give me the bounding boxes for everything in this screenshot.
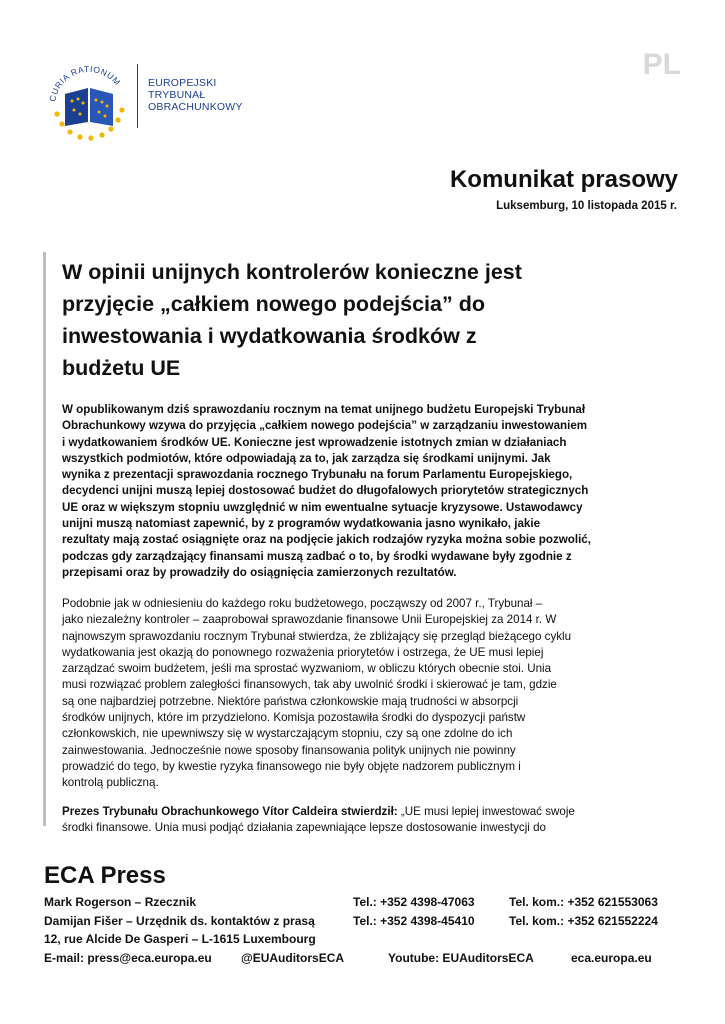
press-contacts [44, 893, 684, 967]
address-row [44, 930, 684, 949]
lead-line: decydenci unijni muszą lepiej dostosować budżet do długofalowych priorytetów strategicznych [62, 484, 589, 498]
contact-row [44, 893, 684, 912]
eca-logo [45, 54, 133, 142]
title-line: przyjęcie „całkiem nowego podejścia” do [62, 292, 485, 316]
quote-line [62, 804, 622, 820]
lead-line: podczas gdy zarządzający finansami muszą zadbać o to, by środki wydawane były zgodnie z [62, 549, 572, 563]
title-line: inwestowania i wydatkowania środków z [62, 324, 477, 348]
body-line: członkowskich, nie upewniwszy się w wystarczającym stopniu, czy są one zdolne do ich [62, 727, 513, 741]
language-code: PL [642, 48, 681, 81]
lead-line: rezultaty mają zostać osiągnięte oraz na podjęcie jakich rodzajów ryzyka można sobie pozwolić, [62, 533, 591, 547]
website-link[interactable]: eca.europa.eu [571, 950, 652, 965]
lead-line: unijni muszą natomiast zapewnić, by z programów wydatkowania jasno wynikało, jakie [62, 517, 541, 531]
body-line: prowadzić do tego, by kwestie ryzyka finansowego nie były objęte nadzorem publicznym i [62, 759, 521, 773]
lead-line: wynika z prezentacji sprawozdania rocznego Trybunału na forum Parlamentu Europejskiego, [62, 468, 573, 482]
body-line: najnowszym sprawozdaniu rocznym Trybunał stwierdza, że zbliżający się przegląd bieżącego cyklu [62, 629, 572, 643]
org-name-line-2: TRYBUNAŁ [148, 89, 206, 101]
body-line: Podobnie jak w odniesieniu do każdego roku budżetowego, począwszy od 2007 r., Trybunał – [62, 597, 543, 610]
org-name-line-3: OBRACHUNKOWY [148, 101, 243, 113]
page-title [62, 256, 622, 384]
contact-name: Mark Rogerson – Rzecznik [44, 895, 197, 909]
contact-mobile[interactable]: Tel. kom.: +352 621552224 [509, 913, 658, 928]
document-type: Komunikat prasowy [449, 166, 678, 193]
document-date: Luksemburg, 10 listopada 2015 r. [496, 200, 677, 212]
body-line: środków unijnych, które im przydzielono. Komisja pozostawiła środki do dyspozycji państw [62, 711, 526, 725]
lead-line: Obrachunkowy wzywa do przyjęcia „całkiem nowego podejścia” w zarządzaniu inwestowaniem [62, 419, 588, 433]
logo-stars [54, 107, 124, 140]
body-line: zainwestowania. Jednocześnie nowe sposoby finansowania polityk unijnych nie powinny [62, 743, 516, 757]
body-line: zarządzać swoim budżetem, jeśli ma sprostać wyzwaniom, w obliczu których obecnie stoi. Unia [62, 662, 552, 676]
lead-line: UE oraz w większym stopniu uwzględnić w nim ewentualne sytuacje kryzysowe. Ustawodawcy [62, 500, 583, 514]
logo-book-icon [65, 88, 113, 126]
lead-paragraph [62, 402, 622, 581]
twitter-link[interactable]: @EUAuditorsECA [241, 950, 345, 965]
body-line: kontrolą publiczną. [62, 776, 159, 790]
org-name [148, 77, 243, 113]
press-section-title: ECA Press [44, 862, 166, 889]
contact-phone[interactable]: Tel.: +352 4398-45410 [353, 913, 475, 928]
logo-ring-text: CURIA RATIONUM [47, 63, 123, 103]
body-line: musi rozwiązać problem zaległości finansowych, tak aby uwolnić środki i skierować je tam, gdzie [62, 678, 557, 692]
contact-row [44, 912, 684, 931]
lead-line: i wydatkowaniem środków UE. Konieczne jest wprowadzenie istotnych zmian w działaniach [62, 435, 567, 449]
lead-line: przepisami oraz by prowadziły do osiągnięcia zamierzonych rezultatów. [62, 565, 457, 579]
lead-line: wszystkich podmiotów, które odpowiadają za to, jak zarządza się środkami unijnymi. Jak [62, 451, 551, 465]
body-line: wydatkowania jest okazją do ponownego rozważenia priorytetów i ostrzega, że UE musi lepiej [62, 645, 544, 659]
logo-divider [137, 64, 138, 128]
email-link[interactable]: E-mail: press@eca.europa.eu [44, 950, 212, 965]
title-line: W opinii unijnych kontrolerów konieczne jest [62, 260, 522, 284]
links-row [44, 949, 684, 968]
postal-address: 12, rue Alcide De Gasperi – L-1615 Luxembourg [44, 932, 316, 946]
org-name-line-1: EUROPEJSKI [148, 77, 217, 89]
youtube-link[interactable]: Youtube: EUAuditorsECA [388, 950, 534, 965]
title-side-bar [43, 252, 46, 826]
quote-line: środki finansowe. Unia musi podjąć działania zapewniające lepsze dostosowanie inwestycji do [62, 821, 546, 835]
contact-name: Damijan Fišer – Urzędnik ds. kontaktów z prasą [44, 913, 315, 928]
quote-text-start: „UE musi lepiej inwestować swoje [397, 805, 575, 818]
body-line: jako niezależny kontroler – zaaprobował sprawozdanie finansowe Unii Europejskiej za 2014 r. W [62, 613, 557, 627]
body-line: są one najbardziej potrzebne. Niektóre państwa członkowskie mają trudności w absorpcji [62, 694, 519, 708]
body-paragraph-1 [62, 596, 622, 792]
quote-paragraph [62, 804, 622, 837]
lead-line: W opublikowanym dziś sprawozdaniu rocznym na temat unijnego budżetu Europejski Trybunał [62, 403, 586, 416]
contact-phone[interactable]: Tel.: +352 4398-47063 [353, 895, 475, 909]
quote-speaker: Prezes Trybunału Obrachunkowego Vítor Caldeira stwierdził: [62, 805, 398, 818]
contact-mobile[interactable]: Tel. kom.: +352 621553063 [509, 895, 658, 909]
title-line: budżetu UE [62, 356, 181, 380]
